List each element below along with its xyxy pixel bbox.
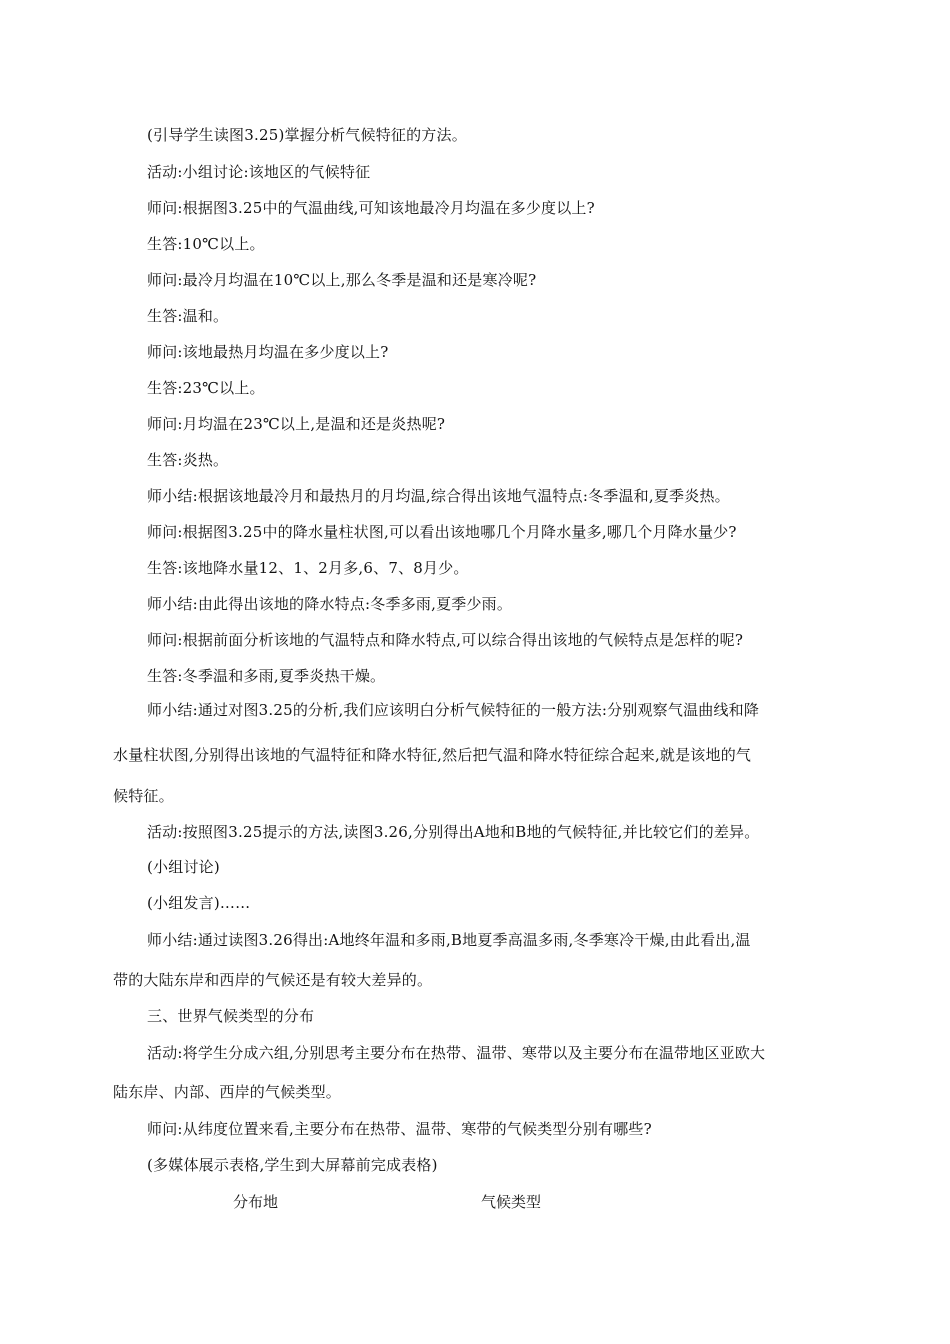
paragraph: 活动:按照图3.25提示的方法,读图3.26,分别得出A地和B地的气候特征,并比较它们的差异。 xyxy=(147,823,760,841)
table-header-climate-type: 气候类型 xyxy=(481,1193,542,1211)
section-heading: 三、世界气候类型的分布 xyxy=(147,1007,315,1025)
paragraph: 师小结:根据该地最冷月和最热月的月均温,综合得出该地气温特点:冬季温和,夏季炎热。 xyxy=(147,487,730,505)
paragraph: 师问:最冷月均温在10℃以上,那么冬季是温和还是寒冷呢? xyxy=(147,271,537,289)
paragraph: 生答:23℃以上。 xyxy=(147,379,265,397)
paragraph: 师问:从纬度位置来看,主要分布在热带、温带、寒带的气候类型分别有哪些? xyxy=(147,1120,652,1138)
paragraph-continuation: 水量柱状图,分别得出该地的气温特征和降水特征,然后把气温和降水特征综合起来,就是该地的气 xyxy=(113,746,752,764)
paragraph: 生答:10℃以上。 xyxy=(147,235,265,253)
paragraph: 活动:将学生分成六组,分别思考主要分布在热带、温带、寒带以及主要分布在温带地区亚欧大 xyxy=(147,1044,766,1062)
paragraph-continuation: 陆东岸、内部、西岸的气候类型。 xyxy=(113,1083,342,1101)
paragraph: 师问:月均温在23℃以上,是温和还是炎热呢? xyxy=(147,415,446,433)
paragraph: 师小结:由此得出该地的降水特点:冬季多雨,夏季少雨。 xyxy=(147,595,513,613)
paragraph: 师小结:通过读图3.26得出:A地终年温和多雨,B地夏季高温多雨,冬季寒冷干燥,由此看出,温 xyxy=(147,931,751,949)
paragraph-continuation: 带的大陆东岸和西岸的气候还是有较大差异的。 xyxy=(113,971,433,989)
paragraph: 生答:冬季温和多雨,夏季炎热干燥。 xyxy=(147,667,386,685)
paragraph: 生答:炎热。 xyxy=(147,451,229,469)
paragraph: 师问:该地最热月均温在多少度以上? xyxy=(147,343,389,361)
paragraph: 生答:该地降水量12、1、2月多,6、7、8月少。 xyxy=(147,559,469,577)
paragraph: (小组发言)…… xyxy=(147,894,251,912)
paragraph: 生答:温和。 xyxy=(147,307,229,325)
paragraph: (引导学生读图3.25)掌握分析气候特征的方法。 xyxy=(147,126,467,144)
paragraph: 师问:根据前面分析该地的气温特点和降水特点,可以综合得出该地的气候特点是怎样的呢? xyxy=(147,631,744,649)
paragraph: 师问:根据图3.25中的气温曲线,可知该地最冷月均温在多少度以上? xyxy=(147,199,595,217)
paragraph: (多媒体展示表格,学生到大屏幕前完成表格) xyxy=(147,1156,438,1174)
paragraph: 师问:根据图3.25中的降水量柱状图,可以看出该地哪几个月降水量多,哪几个月降水量少? xyxy=(147,523,737,541)
paragraph: 活动:小组讨论:该地区的气候特征 xyxy=(147,163,371,181)
paragraph: 师小结:通过对图3.25的分析,我们应该明白分析气候特征的一般方法:分别观察气温曲线和降 xyxy=(147,701,760,719)
paragraph-continuation: 候特征。 xyxy=(113,787,174,805)
paragraph: (小组讨论) xyxy=(147,858,220,876)
table-header-location: 分布地 xyxy=(233,1193,279,1211)
